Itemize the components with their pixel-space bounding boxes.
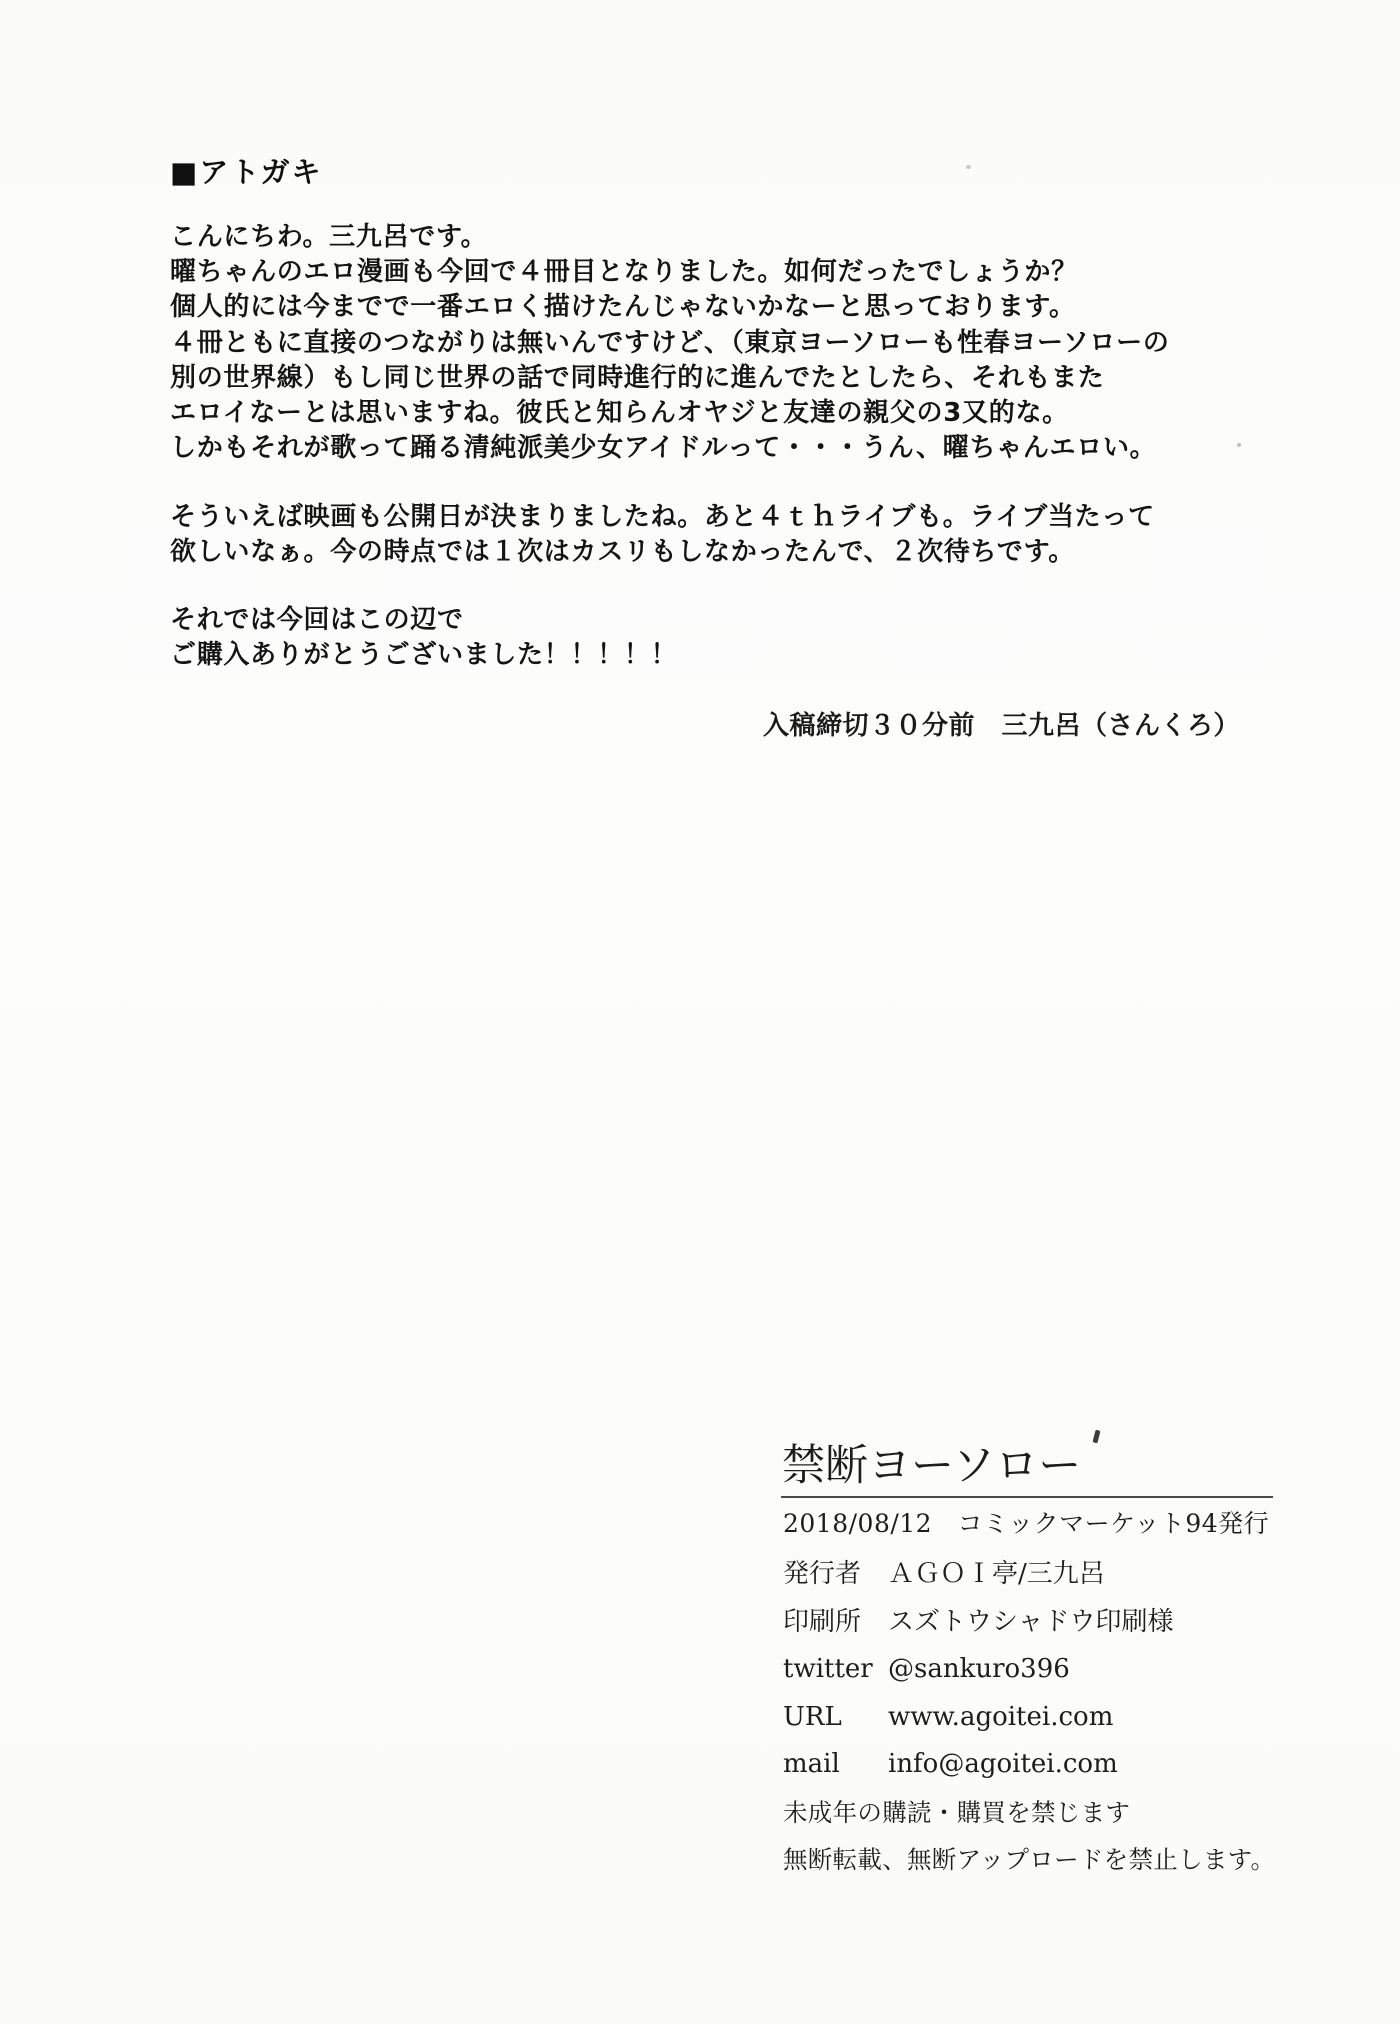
scan-speck: [1237, 443, 1241, 447]
url-label: URL: [783, 1701, 842, 1732]
mail-value: info@agoitei.com: [888, 1749, 1118, 1779]
scan-speck: [966, 165, 971, 169]
publisher-row: [783, 1558, 1275, 1606]
text-line: 別の世界線）もし同じ世界の話で同時進行的に進んでたとしたら、それもまた: [170, 362, 1105, 393]
text-line: 曜ちゃんのエロ漫画も今回で４冊目となりました。如何だったでしょうか？: [170, 257, 1078, 288]
afterword-paragraph-2: [170, 500, 1155, 570]
publisher-value: ＡＧＯＩ亭/三九呂: [888, 1559, 1105, 1589]
afterword-heading: ■アトガキ: [170, 155, 323, 189]
text-line: 欲しいなぁ。今の時点では１次はカスリもしなかったんで、２次待ちです。: [170, 537, 1075, 568]
colophon-info: [783, 1558, 1275, 1891]
afterword-paragraph-3: [170, 603, 677, 673]
text-line: ご購入ありがとうございました！！！！！: [170, 640, 678, 671]
twitter-handle: @sankuro396: [888, 1654, 1070, 1684]
divider-rule: [781, 1496, 1273, 1498]
twitter-row: [783, 1653, 1275, 1701]
no-reupload-notice: 無断転載、無断アップロードを禁止します。: [783, 1845, 1276, 1874]
url-row: [783, 1701, 1275, 1749]
text-line: 個人的には今までで一番エロく描けたんじゃないかなーと思っております。: [170, 292, 1076, 323]
afterword-paragraph-1: [170, 220, 1170, 466]
text-line: ４冊ともに直接のつながりは無いんですけど、（東京ヨーソローも性春ヨーソローの: [170, 327, 1170, 358]
url-value: www.agoitei.com: [888, 1701, 1114, 1732]
printer-label: 印刷所: [783, 1606, 862, 1637]
book-title: 禁断ヨーソロー: [782, 1441, 1082, 1491]
text-line: こんにちわ。三九呂です。: [170, 222, 488, 252]
mail-row: [783, 1748, 1275, 1796]
publication-date-line: 2018/08/12 コミックマーケット94発行: [783, 1509, 1270, 1538]
printer-row: [783, 1606, 1275, 1654]
age-restriction-notice: 未成年の購読・購買を禁じます: [783, 1797, 1131, 1827]
twitter-label: twitter: [783, 1654, 873, 1684]
publisher-label: 発行者: [783, 1559, 862, 1589]
printer-value: スズトウシャドウ印刷様: [888, 1606, 1174, 1637]
text-line: それでは今回はこの辺で: [170, 605, 464, 635]
scan-artifact-mark: [1093, 1430, 1101, 1444]
author-signature: 入稿締切３０分前 三九呂（さんくろ）: [763, 711, 1241, 741]
text-line: そういえば映画も公開日が決まりましたね。あと４ｔｈライブも。ライブ当たって: [170, 502, 1155, 532]
text-line: エロイなーとは思いますね。彼氏と知らんオヤジと友達の親父の3又的な。: [170, 398, 1069, 429]
mail-label: mail: [783, 1749, 840, 1779]
text-line: しかもそれが歌って踊る清純派美少女アイドルって・・・うん、曜ちゃんエロい。: [170, 433, 1157, 464]
